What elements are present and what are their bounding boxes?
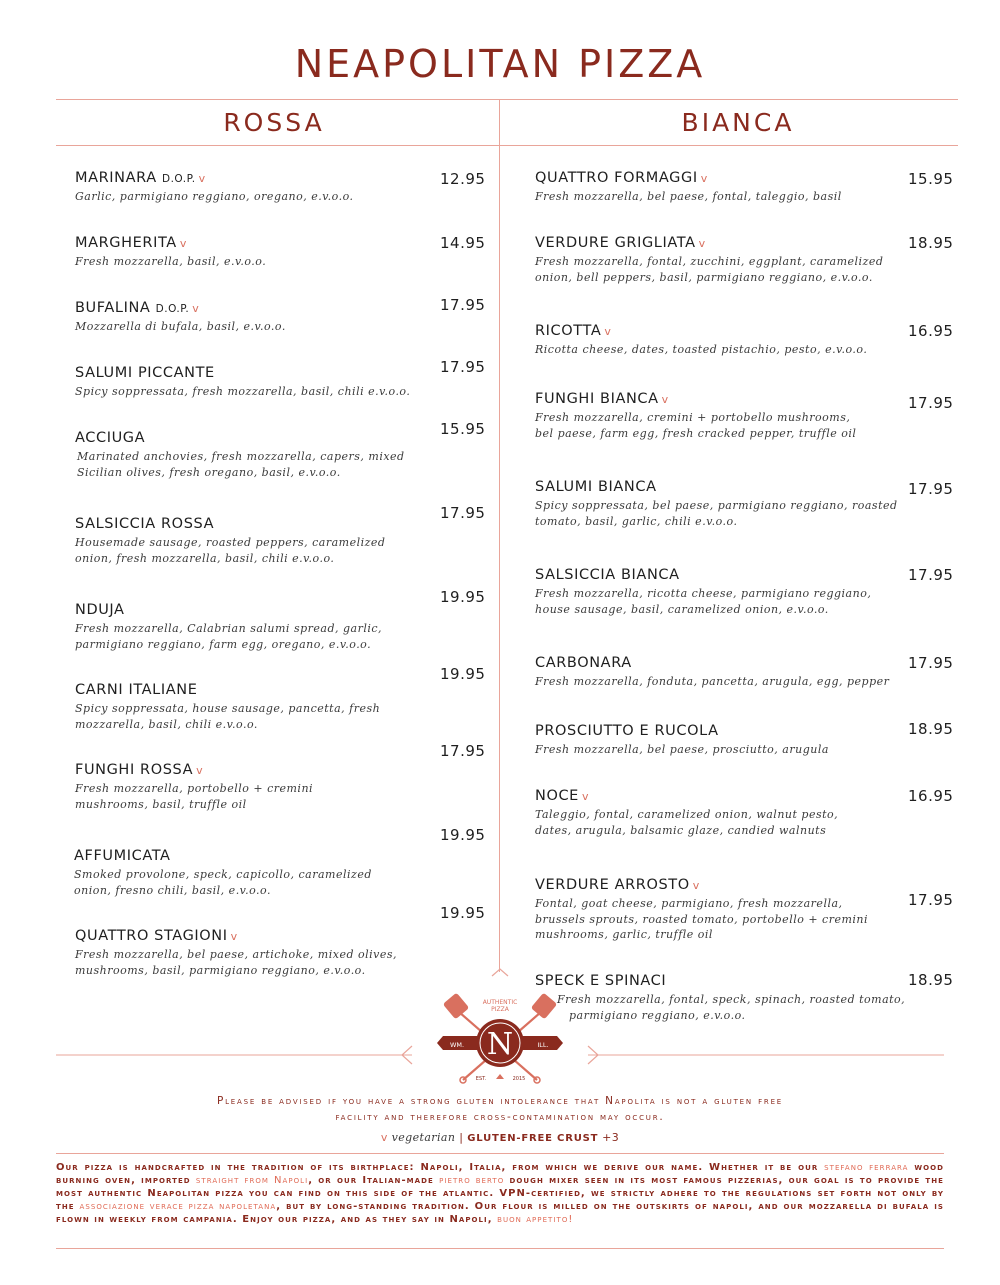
menu-item-price: 17.95 xyxy=(440,742,486,760)
logo-arc-sub: PIZZA xyxy=(491,1006,509,1013)
legend-gluten-free-price: +3 xyxy=(602,1131,620,1144)
header-bottom-divider xyxy=(56,145,958,146)
napolita-logo xyxy=(437,990,563,1086)
description-line: Housemade sausage, roasted peppers, caramelized xyxy=(75,536,386,549)
menu-item-description xyxy=(535,896,868,943)
menu-item-price: 12.95 xyxy=(440,170,486,188)
menu-item-price: 19.95 xyxy=(440,665,486,683)
vegetarian-marker: v xyxy=(661,393,669,406)
dop-label: D.O.P. xyxy=(155,303,190,315)
vegetarian-marker: v xyxy=(700,172,708,185)
menu-item-name-text: NOCE xyxy=(535,788,579,804)
menu-item-price: 17.95 xyxy=(908,566,954,584)
description-line: Fresh mozzarella, fontal, speck, spinach, roasted tomato, xyxy=(557,993,906,1006)
menu-item-name-text: QUATTRO FORMAGGI xyxy=(535,170,698,186)
menu-item-rossa xyxy=(75,516,385,566)
dop-label: D.O.P. xyxy=(161,173,196,185)
description-line: mushrooms, basil, parmigiano reggiano, e.v.o.o. xyxy=(75,963,366,977)
description-line: Fresh mozzarella, cremini + portobello mushrooms, xyxy=(535,411,851,424)
gluten-notice-line-1: Please be advised if you have a strong gluten intolerance that Napolita is not a gluten free xyxy=(216,1095,784,1107)
legend-gluten-free: GLUTEN-FREE CRUST xyxy=(467,1133,599,1144)
menu-item-price: 15.95 xyxy=(440,420,486,438)
legend-veg-mark: v xyxy=(380,1131,388,1144)
menu-item-bianca xyxy=(535,877,868,943)
description-line: Spicy soppressata, house sausage, pancetta, fresh xyxy=(75,702,381,715)
menu-item-rossa xyxy=(74,848,372,898)
menu-item-name-text: AFFUMICATA xyxy=(74,848,171,864)
menu-item-price: 16.95 xyxy=(908,322,954,340)
menu-item-name-text: SALSICCIA BIANCA xyxy=(535,567,680,583)
description-line: parmigiano reggiano, e.v.o.o. xyxy=(569,1008,746,1022)
story-text: wood burning oven, imported xyxy=(56,1162,945,1186)
menu-item-description xyxy=(74,867,372,898)
menu-item-description xyxy=(535,742,829,758)
menu-item-name-text: SALSICCIA ROSSA xyxy=(75,516,215,532)
menu-item-rossa xyxy=(75,430,405,480)
menu-item-name xyxy=(535,877,868,893)
menu-item-bianca xyxy=(535,723,829,758)
menu-item-description xyxy=(75,449,405,480)
description-line: Fresh mozzarella, bel paese, fontal, taleggio, basil xyxy=(535,190,842,203)
menu-legend xyxy=(0,1131,1000,1144)
description-line: Marinated anchovies, fresh mozzarella, capers, mixed xyxy=(77,450,405,463)
menu-item-price: 16.95 xyxy=(908,787,954,805)
description-line: Sicilian olives, fresh oregano, basil, e.v.o.o. xyxy=(77,465,341,479)
menu-item-price: 17.95 xyxy=(908,891,954,909)
logo-letter: N xyxy=(486,1027,514,1062)
menu-item-name xyxy=(75,365,410,381)
menu-item-name-text: VERDURE GRIGLIATA xyxy=(535,235,696,251)
logo-left-text: WM. xyxy=(449,1041,465,1049)
description-line: house sausage, basil, caramelized onion, e.v.o.o. xyxy=(535,602,829,616)
menu-item-name xyxy=(75,170,354,186)
story-top-divider xyxy=(56,1153,944,1154)
menu-item-name-text: RICOTTA xyxy=(535,323,602,339)
description-line: parmigiano reggiano, farm egg, oregano, e.v.o.o. xyxy=(75,637,372,651)
description-line: Fresh mozzarella, fonduta, pancetta, arugula, egg, pepper xyxy=(535,675,890,688)
menu-item-name xyxy=(75,682,380,698)
description-line: brussels sprouts, roasted tomato, portobello + cremini xyxy=(535,912,869,926)
story-highlight: straight from Napoli xyxy=(195,1175,309,1186)
menu-item-rossa xyxy=(75,682,380,732)
menu-item-name xyxy=(75,602,382,618)
description-line: Garlic, parmigiano reggiano, oregano, e.v.o.o. xyxy=(75,190,354,203)
menu-item-name xyxy=(75,300,286,316)
menu-item-bianca xyxy=(535,170,842,205)
description-line: Fontal, goat cheese, parmigiano, fresh mozzarella, xyxy=(535,897,843,910)
vegetarian-marker: v xyxy=(196,764,204,777)
menu-item-name xyxy=(74,848,372,864)
menu-item-name xyxy=(75,762,313,778)
menu-item-name-text: MARINARA xyxy=(75,170,157,186)
menu-item-price: 18.95 xyxy=(908,234,954,252)
menu-item-price: 17.95 xyxy=(440,358,486,376)
menu-item-description xyxy=(535,410,856,441)
menu-item-rossa xyxy=(75,235,266,270)
menu-item-price: 18.95 xyxy=(908,720,954,738)
vegetarian-marker: v xyxy=(604,325,612,338)
description-line: Smoked provolone, speck, capicollo, caramelized xyxy=(74,868,372,881)
gluten-notice xyxy=(0,1093,1000,1125)
vegetarian-marker: v xyxy=(192,302,200,315)
menu-item-rossa xyxy=(75,365,410,400)
menu-item-description xyxy=(535,254,883,285)
menu-item-bianca xyxy=(535,567,871,617)
menu-item-price: 19.95 xyxy=(440,904,486,922)
menu-item-name xyxy=(75,516,385,532)
column-divider xyxy=(499,99,500,971)
menu-item-name-text: FUNGHI BIANCA xyxy=(535,391,659,407)
menu-item-name-text: SPECK E SPINACI xyxy=(535,973,667,989)
description-line: bel paese, farm egg, fresh cracked pepper, truffle oil xyxy=(535,426,857,440)
legend-veg-word: vegetarian xyxy=(391,1131,456,1144)
menu-item-name-text: QUATTRO STAGIONI xyxy=(75,928,228,944)
menu-item-description xyxy=(535,189,842,205)
description-line: Ricotta cheese, dates, toasted pistachio, pesto, e.v.o.o. xyxy=(535,343,868,356)
menu-item-description xyxy=(75,384,410,400)
menu-item-bianca xyxy=(535,655,889,690)
menu-item-name xyxy=(535,170,842,186)
menu-item-price: 17.95 xyxy=(908,480,954,498)
menu-item-name-text: CARNI ITALIANE xyxy=(75,682,198,698)
menu-item-name xyxy=(75,235,266,251)
menu-item-name-text: CARBONARA xyxy=(535,655,632,671)
description-line: Fresh mozzarella, basil, e.v.o.o. xyxy=(75,255,267,268)
menu-item-rossa xyxy=(75,170,354,205)
description-line: Fresh mozzarella, portobello + cremini xyxy=(75,782,314,795)
menu-item-rossa xyxy=(75,602,382,652)
story-highlight: buon appetito! xyxy=(497,1214,574,1225)
description-line: tomato, basil, garlic, chili e.v.o.o. xyxy=(535,514,738,528)
vegetarian-marker: v xyxy=(230,930,238,943)
description-line: dates, arugula, balsamic glaze, candied walnuts xyxy=(535,823,827,837)
menu-item-description xyxy=(75,535,385,566)
legend-separator: | xyxy=(459,1131,464,1144)
menu-item-name xyxy=(535,391,856,407)
menu-item-bianca xyxy=(535,235,883,285)
description-line: Spicy soppressata, fresh mozzarella, basil, chili e.v.o.o. xyxy=(75,385,411,398)
story-text: , but by long-standing tradition. Our flour is milled on the outskirts of napoli, and our mozzarella di bufala is flown in weekly from campania. Enjoy our pizza, and as they say in Napoli, xyxy=(56,1201,944,1225)
description-line: Fresh mozzarella, bel paese, artichoke, mixed olives, xyxy=(75,948,398,961)
menu-item-description xyxy=(75,254,266,270)
menu-item-name xyxy=(75,430,405,446)
menu-item-price: 17.95 xyxy=(908,394,954,412)
gluten-notice-line-2: facility and therefore cross-contamination may occur. xyxy=(335,1111,665,1123)
menu-item-name-text: SALUMI BIANCA xyxy=(535,479,657,495)
menu-title: NEAPOLITAN PIZZA xyxy=(294,42,706,86)
menu-item-bianca xyxy=(535,479,898,529)
menu-item-description xyxy=(75,319,286,335)
menu-item-description xyxy=(75,781,313,812)
vegetarian-marker: v xyxy=(198,172,206,185)
column-heading-rossa: ROSSA xyxy=(223,108,325,137)
logo-arc-text: AUTHENTIC xyxy=(482,999,518,1006)
story-text: , or our Italian-made xyxy=(308,1175,440,1186)
vegetarian-marker: v xyxy=(179,237,187,250)
logo-year: 2015 xyxy=(512,1076,526,1082)
column-heading-bianca: BIANCA xyxy=(681,108,795,137)
logo-right-text: ILL. xyxy=(537,1041,549,1049)
menu-item-price: 19.95 xyxy=(440,588,486,606)
description-line: Fresh mozzarella, Calabrian salumi spread, garlic, xyxy=(75,622,383,635)
menu-item-description xyxy=(535,586,871,617)
description-line: onion, fresno chili, basil, e.v.o.o. xyxy=(74,883,271,897)
menu-item-price: 17.95 xyxy=(440,504,486,522)
restaurant-story xyxy=(56,1161,944,1226)
menu-item-description xyxy=(75,189,354,205)
story-text: dough mixer seen in its most famous pizzerias, our goal is to provide the most authentic Neapolitan pizza you can find on this side of the atlantic. VPN-certified, we strictly adhere to the regulations set forth not only by the xyxy=(56,1175,944,1212)
menu-item-bianca xyxy=(535,323,867,358)
description-line: Taleggio, fontal, caramelized onion, walnut pesto, xyxy=(535,808,839,821)
vegetarian-marker: v xyxy=(692,879,700,892)
story-highlight: stefano ferrara xyxy=(824,1162,909,1173)
vegetarian-marker: v xyxy=(581,790,590,803)
menu-item-name xyxy=(535,788,838,804)
story-highlight: associazione verace pizza napoletana xyxy=(79,1201,277,1212)
logo-est: EST. xyxy=(475,1076,487,1082)
story-bottom-divider xyxy=(56,1248,944,1249)
menu-item-description xyxy=(75,701,380,732)
menu-item-description xyxy=(75,621,382,652)
menu-item-name-text: NDUJA xyxy=(75,602,125,618)
description-line: Fresh mozzarella, fontal, zucchini, eggplant, caramelized xyxy=(535,255,884,268)
description-line: Fresh mozzarella, bel paese, prosciutto, arugula xyxy=(535,743,829,756)
menu-item-description xyxy=(535,674,889,690)
menu-item-price: 14.95 xyxy=(440,234,486,252)
description-line: Mozzarella di bufala, basil, e.v.o.o. xyxy=(75,320,286,333)
menu-item-price: 15.95 xyxy=(908,170,954,188)
menu-item-name xyxy=(535,479,898,495)
description-line: mushrooms, basil, truffle oil xyxy=(75,797,247,811)
menu-item-rossa xyxy=(75,762,313,812)
description-line: onion, fresh mozzarella, basil, chili e.v.o.o. xyxy=(75,551,335,565)
menu-item-name-text: VERDURE ARROSTO xyxy=(535,877,690,893)
menu-item-name xyxy=(535,567,871,583)
description-line: onion, bell peppers, basil, parmigiano reggiano, e.v.o.o. xyxy=(535,270,873,284)
menu-item-name-text: SALUMI PICCANTE xyxy=(75,365,215,381)
menu-item-bianca xyxy=(535,788,838,838)
description-line: Spicy soppressata, bel paese, parmigiano reggiano, roasted xyxy=(535,499,898,512)
header-top-divider xyxy=(56,99,958,100)
description-line: Fresh mozzarella, ricotta cheese, parmigiano reggiano, xyxy=(535,587,872,600)
menu-item-name-text: BUFALINA xyxy=(75,300,151,316)
menu-item-price: 17.95 xyxy=(908,654,954,672)
menu-item-price: 18.95 xyxy=(908,971,954,989)
story-text: Our pizza is handcrafted in the tradition of its birthplace: Napoli, Italia, from which we derive our name. Whether it be our xyxy=(56,1162,825,1173)
menu-item-name xyxy=(535,655,889,671)
menu-item-bianca xyxy=(535,391,856,441)
vegetarian-marker: v xyxy=(698,237,706,250)
story-highlight: pietro berto xyxy=(439,1175,505,1186)
menu-item-name-text: MARGHERITA xyxy=(75,235,177,251)
menu-item-price: 19.95 xyxy=(440,826,486,844)
menu-item-description xyxy=(535,342,867,358)
menu-item-name xyxy=(535,235,883,251)
menu-item-description xyxy=(535,498,898,529)
menu-item-name xyxy=(535,323,867,339)
menu-item-name xyxy=(535,723,829,739)
menu-item-description xyxy=(535,807,838,838)
menu-item-name-text: ACCIUGA xyxy=(75,430,146,446)
menu-item-name-text: FUNGHI ROSSA xyxy=(75,762,194,778)
menu-item-name-text: PROSCIUTTO E RUCOLA xyxy=(535,723,719,739)
menu-item-name xyxy=(75,928,397,944)
description-line: mushrooms, garlic, truffle oil xyxy=(535,928,713,941)
description-line: mozzarella, basil, chili e.v.o.o. xyxy=(75,717,258,731)
menu-item-rossa xyxy=(75,300,286,335)
menu-item-price: 17.95 xyxy=(440,296,486,314)
